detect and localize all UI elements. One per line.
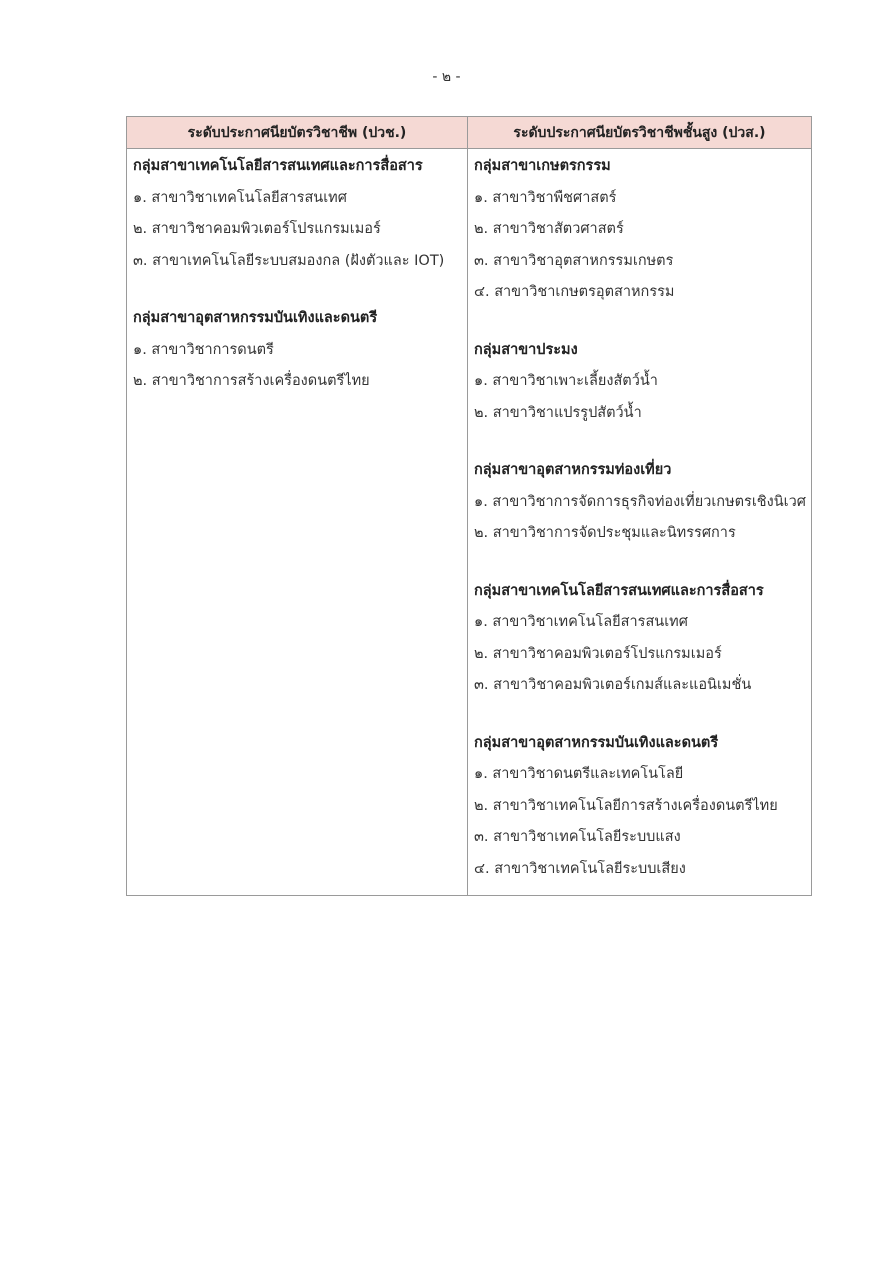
program-item: ๓. สาขาวิชาคอมพิวเตอร์เกมส์และแอนิเมชั่น (474, 677, 752, 693)
program-item: ๒. สาขาวิชาการจัดประชุมและนิทรรศการ (474, 525, 736, 541)
program-item: ๒. สาขาวิชาการสร้างเครื่องดนตรีไทย (133, 373, 370, 389)
left-column-cell (127, 149, 468, 896)
right-column-content (468, 149, 811, 895)
program-group (133, 303, 463, 398)
program-group (474, 455, 807, 550)
program-item: ๓. สาขาวิชาเทคโนโลยีระบบแสง (474, 829, 681, 845)
group-title: กลุ่มสาขาประมง (474, 341, 578, 358)
program-item: ๑. สาขาวิชาการจัดการธุรกิจท่องเที่ยวเกษตรเชิงนิเวศ (474, 493, 806, 510)
program-item: ๒. สาขาวิชาคอมพิวเตอร์โปรแกรมเมอร์ (133, 221, 381, 237)
table-header-row (127, 117, 812, 149)
left-column-content (127, 149, 467, 408)
program-item: ๑. สาขาวิชาเทคโนโลยีสารสนเทศ (133, 189, 347, 206)
group-title: กลุ่มสาขาเทคโนโลยีสารสนเทศและการสื่อสาร (474, 582, 764, 599)
program-item: ๑. สาขาวิชาเพาะเลี้ยงสัตว์น้ำ (474, 373, 658, 389)
program-item: ๓. สาขาเทคโนโลยีระบบสมองกล (ฝังตัวและ IOT) (133, 252, 445, 269)
program-table (126, 116, 812, 896)
program-item: ๑. สาขาวิชาการดนตรี (133, 341, 274, 358)
program-group (474, 728, 807, 886)
program-item: ๒. สาขาวิชาแปรรูปสัตว์น้ำ (474, 404, 642, 421)
header-vocational-certificate: ระดับประกาศนียบัตรวิชาชีพ (ปวช.) (127, 117, 468, 149)
program-item: ๓. สาขาวิชาอุตสาหกรรมเกษตร (474, 252, 674, 269)
program-item: ๑. สาขาวิชาดนตรีและเทคโนโลยี (474, 766, 684, 782)
group-title: กลุ่มสาขาอุตสาหกรรมท่องเที่ยว (474, 462, 672, 478)
program-item: ๒. สาขาวิชาเทคโนโลยีการสร้างเครื่องดนตรีไทย (474, 797, 778, 814)
table-row (127, 149, 812, 896)
program-item: ๔. สาขาวิชาเกษตรอุตสาหกรรม (474, 284, 675, 300)
program-group (474, 151, 807, 309)
program-group (474, 576, 807, 702)
group-title: กลุ่มสาขาเกษตรกรรม (474, 158, 611, 174)
program-item: ๑. สาขาวิชาเทคโนโลยีสารสนเทศ (474, 614, 688, 630)
group-title: กลุ่มสาขาเทคโนโลยีสารสนเทศและการสื่อสาร (133, 158, 423, 174)
program-item: ๒. สาขาวิชาสัตวศาสตร์ (474, 221, 624, 237)
header-higher-vocational-certificate: ระดับประกาศนียบัตรวิชาชีพชั้นสูง (ปวส.) (468, 117, 812, 149)
program-group (474, 335, 807, 430)
group-title: กลุ่มสาขาอุตสาหกรรมบันเทิงและดนตรี (474, 734, 719, 751)
group-title: กลุ่มสาขาอุตสาหกรรมบันเทิงและดนตรี (133, 310, 378, 326)
right-column-cell (468, 149, 812, 896)
program-item: ๔. สาขาวิชาเทคโนโลยีระบบเสียง (474, 860, 686, 877)
program-group (133, 151, 463, 277)
program-item: ๒. สาขาวิชาคอมพิวเตอร์โปรแกรมเมอร์ (474, 645, 722, 662)
program-item: ๑. สาขาวิชาพืชศาสตร์ (474, 189, 617, 206)
page-number: - ๒ - (432, 69, 461, 85)
